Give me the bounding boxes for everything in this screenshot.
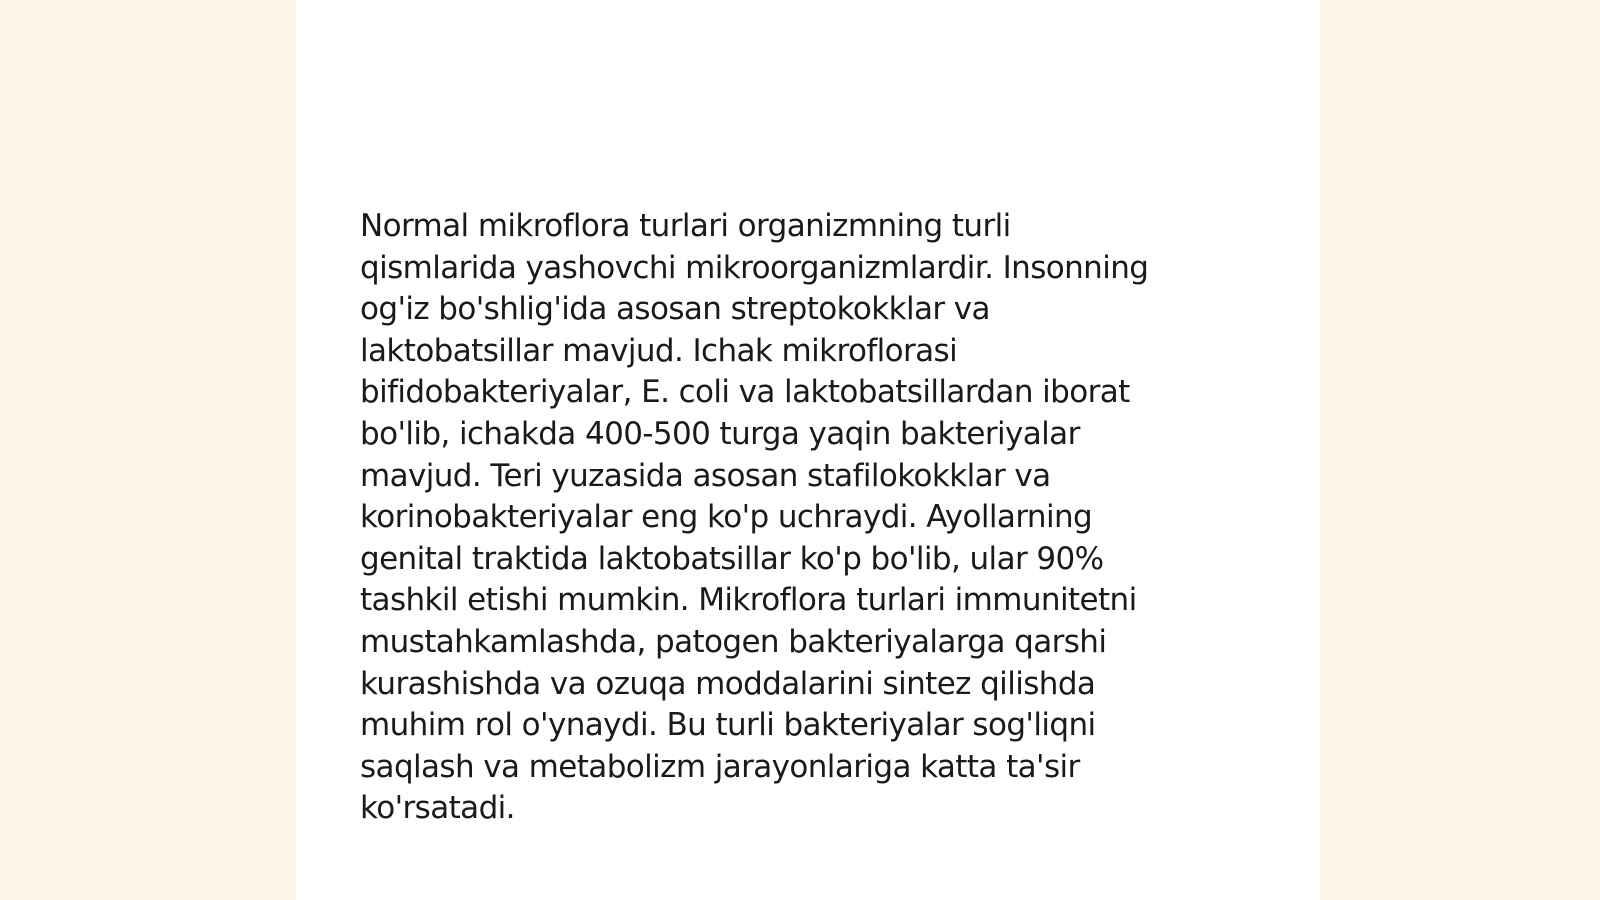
document-page — [296, 0, 1320, 900]
paragraph-line: kurashishda va ozuqa moddalarini sintez qilishda — [360, 665, 1096, 702]
paragraph-line: mavjud. Teri yuzasida asosan stafilokokklar va — [360, 457, 1051, 494]
paragraph-line: bo'lib, ichakda 400-500 turga yaqin bakteriyalar — [360, 415, 1080, 452]
paragraph-line: korinobakteriyalar eng ko'p uchraydi. Ayollarning — [360, 499, 1093, 536]
paragraph-line: ko'rsatadi. — [360, 790, 515, 827]
paragraph-line: Normal mikroflora turlari organizmning turli — [360, 208, 1011, 244]
paragraph-line: qismlarida yashovchi mikroorganizmlardir. Insonning — [360, 249, 1149, 286]
paragraph-line: muhim rol o'ynaydi. Bu turli bakteriyalar sog'liqni — [360, 707, 1096, 744]
paragraph-line: og'iz bo'shlig'ida asosan streptokokklar va — [360, 291, 990, 328]
paragraph-line: mustahkamlashda, patogen bakteriyalarga qarshi — [360, 623, 1107, 660]
paragraph-line: genital traktida laktobatsillar ko'p bo'lib, ular 90% — [360, 540, 1104, 577]
paragraph-line: bifidobakteriyalar, E. coli va laktobatsillardan iborat — [360, 374, 1130, 411]
body-paragraph — [360, 206, 1240, 830]
paragraph-line: laktobatsillar mavjud. Ichak mikroflorasi — [360, 332, 958, 369]
paragraph-line: tashkil etishi mumkin. Mikroflora turlari immunitetni — [360, 582, 1137, 619]
paragraph-line: saqlash va metabolizm jarayonlariga katta ta'sir — [360, 748, 1080, 785]
